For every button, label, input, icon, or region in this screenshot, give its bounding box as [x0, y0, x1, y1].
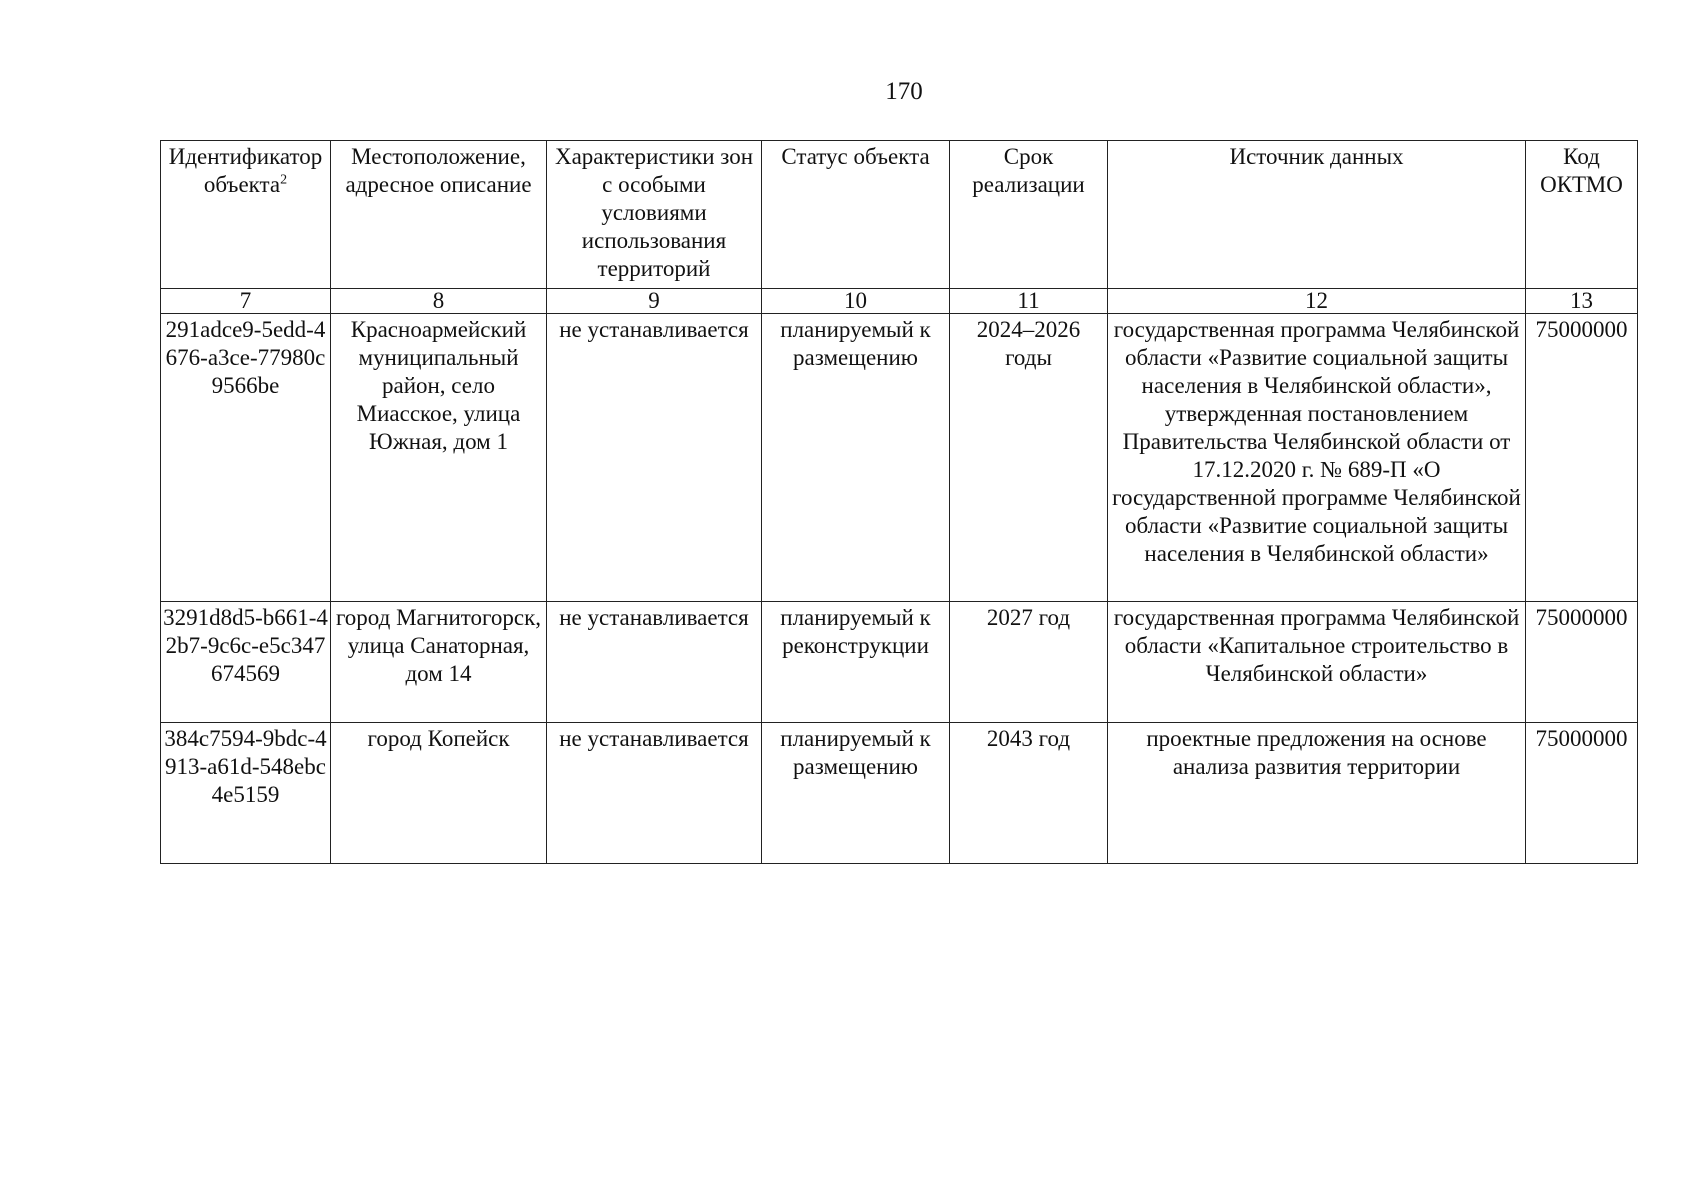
page-number: 170 — [885, 78, 923, 105]
cell-period: 2024–2026 годы — [950, 314, 1108, 602]
cell-location: город Копейск — [331, 723, 547, 864]
table-row — [161, 314, 1638, 602]
column-number: 8 — [331, 289, 547, 314]
column-number: 13 — [1526, 289, 1638, 314]
data-table — [160, 140, 1638, 864]
header-identifier: Идентификатор объекта$^2$ — [161, 141, 331, 289]
cell-status: планируемый к реконструкции — [762, 602, 950, 723]
cell-period: 2043 год — [950, 723, 1108, 864]
cell-identifier: 291adce9-5edd-4676-a3ce-77980c9566be — [161, 314, 331, 602]
cell-location: Красноармейский муниципальный район, село Миасское, улица Южная, дом 1 — [331, 314, 547, 602]
header-source: Источник данных — [1108, 141, 1526, 289]
header-status: Статус объекта — [762, 141, 950, 289]
cell-oktmo: 75000000 — [1526, 602, 1638, 723]
column-number: 12 — [1108, 289, 1526, 314]
column-number-row — [161, 289, 1638, 314]
column-number: 10 — [762, 289, 950, 314]
cell-zones: не устанавливается — [547, 602, 762, 723]
cell-source: государственная программа Челябинской области «Развитие социальной защиты населения в Челябинской области», утвержденная постановлением Правительства Челябинской области от 17.12.2020 г. № 689-П «О государственной программе Челябинской области «Развитие социальной защиты населения в Челябинской области» — [1108, 314, 1526, 602]
cell-zones: не устанавливается — [547, 314, 762, 602]
cell-period: 2027 год — [950, 602, 1108, 723]
cell-source: государственная программа Челябинской области «Капитальное строительство в Челябинской области» — [1108, 602, 1526, 723]
cell-oktmo: 75000000 — [1526, 314, 1638, 602]
header-location: Местоположение, адресное описание — [331, 141, 547, 289]
cell-identifier: 384c7594-9bdc-4913-a61d-548ebc4e5159 — [161, 723, 331, 864]
column-number: 9 — [547, 289, 762, 314]
cell-status: планируемый к размещению — [762, 723, 950, 864]
cell-identifier: 3291d8d5-b661-42b7-9c6c-e5c347674569 — [161, 602, 331, 723]
header-period: Срок реализации — [950, 141, 1108, 289]
column-number: 7 — [161, 289, 331, 314]
header-zones: Характеристики зон с особыми условиями использования территорий — [547, 141, 762, 289]
cell-location: город Магнитогорск, улица Санаторная, дом 14 — [331, 602, 547, 723]
cell-zones: не устанавливается — [547, 723, 762, 864]
table-header-row — [161, 141, 1638, 289]
cell-status: планируемый к размещению — [762, 314, 950, 602]
header-oktmo: Код ОКТМО — [1526, 141, 1638, 289]
column-number: 11 — [950, 289, 1108, 314]
cell-source: проектные предложения на основе анализа развития территории — [1108, 723, 1526, 864]
table-row — [161, 723, 1638, 864]
table-row — [161, 602, 1638, 723]
cell-oktmo: 75000000 — [1526, 723, 1638, 864]
